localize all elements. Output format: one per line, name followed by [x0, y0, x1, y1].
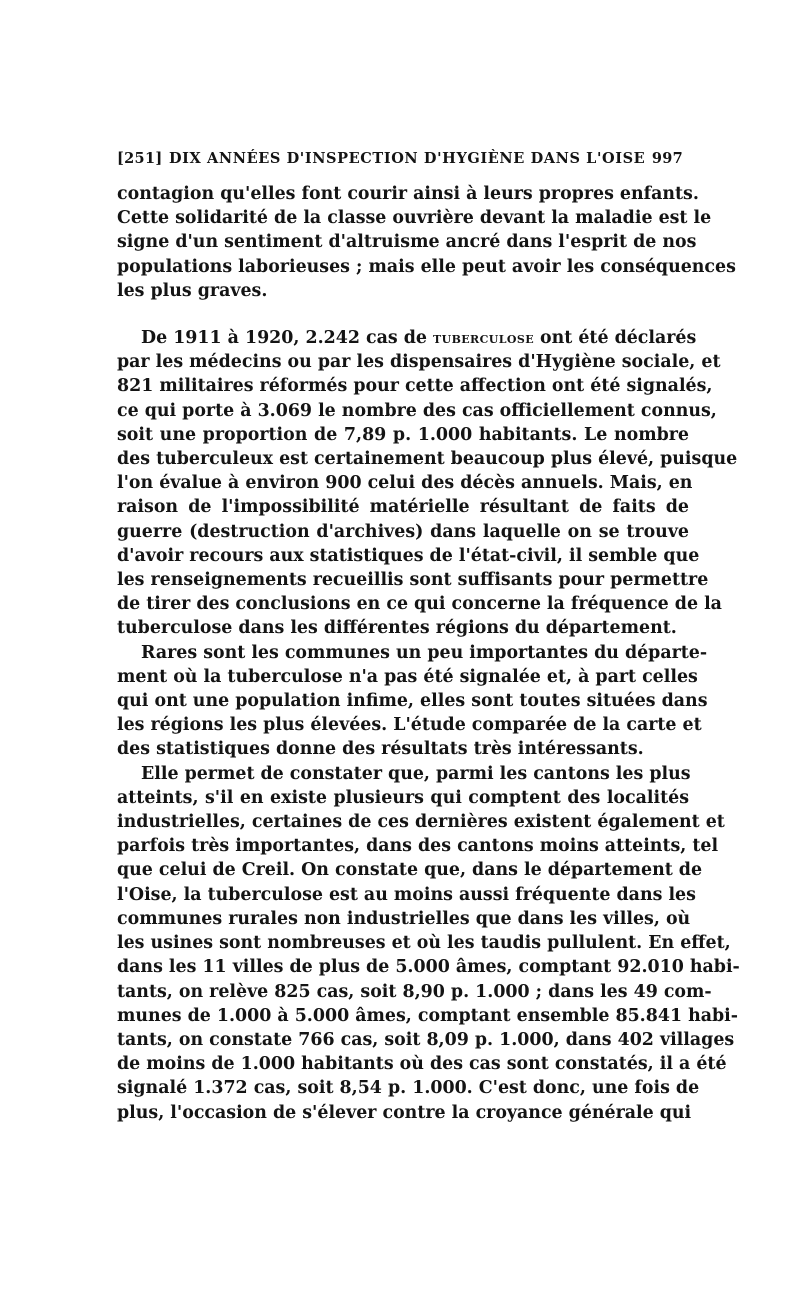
- text-line: les régions les plus élevées. L'étude comparée de la carte et: [117, 715, 702, 736]
- text-line: des tuberculeux est certainement beaucoup plus élevé, puisque: [117, 449, 738, 470]
- small-caps-term: tuberculose: [432, 329, 534, 348]
- text-line: industrielles, certaines de ces dernières existent également et: [117, 812, 725, 833]
- paragraph-3: [117, 641, 708, 762]
- text-line: les plus graves.: [117, 280, 268, 301]
- running-title: DIX ANNÉES D'INSPECTION D'HYGIÈNE DANS L'OISE: [168, 149, 646, 167]
- text-line: tants, on constate 766 cas, soit 8,09 p. 1.000, dans 402 villages: [117, 1029, 735, 1050]
- paragraph-4: [117, 762, 740, 1125]
- text-line: l'Oise, la tuberculose est au moins aussi fréquente dans les: [117, 884, 696, 905]
- text-line: Cette solidarité de la classe ouvrière devant la maladie est le: [117, 208, 712, 229]
- text-line: soit une proportion de 7,89 p. 1.000 habitants. Le nombre: [117, 424, 689, 445]
- text-line: contagion qu'elles font courir ainsi à leurs propres enfants.: [117, 184, 699, 204]
- text-line: par les médecins ou par les dispensaires d'Hygiène sociale, et: [117, 352, 721, 373]
- text-line: que celui de Creil. On constate que, dans le département de: [117, 860, 703, 881]
- text-run: ont été déclarés: [533, 328, 697, 349]
- text-line: de moins de 1.000 habitants où des cas sont constatés, il a été: [117, 1054, 727, 1075]
- running-header: [117, 146, 683, 170]
- text-line: munes de 1.000 à 5.000 âmes, comptant ensemble 85.841 habi-: [117, 1005, 738, 1026]
- text-line: [117, 326, 697, 350]
- text-line: plus, l'occasion de s'élever contre la croyance générale qui: [117, 1102, 692, 1123]
- text-line: atteints, s'il en existe plusieurs qui comptent des localités: [117, 787, 689, 808]
- text-line: Elle permet de constater que, parmi les cantons les plus: [141, 763, 691, 784]
- text-line: des statistiques donne des résultats très intéressants.: [117, 739, 644, 760]
- body-text: [117, 182, 740, 1125]
- text-line: signe d'un sentiment d'altruisme ancré dans l'esprit de nos: [117, 232, 697, 253]
- text-line: les renseignements recueillis sont suffisants pour permettre: [117, 570, 709, 591]
- text-line: tuberculose dans les différentes régions du département.: [117, 618, 677, 639]
- text-line: parfois très importantes, dans des cantons moins atteints, tel: [117, 836, 719, 857]
- text-line: signalé 1.372 cas, soit 8,54 p. 1.000. C'est donc, une fois de: [117, 1078, 700, 1099]
- text-line: populations laborieuses ; mais elle peut avoir les conséquences: [117, 256, 736, 277]
- page-number: 997: [651, 149, 683, 167]
- text-line: d'avoir recours aux statistiques de l'état-civil, il semble que: [117, 545, 700, 566]
- paragraph-2: [117, 326, 738, 641]
- page-reference: [251]: [117, 149, 163, 167]
- text-line: dans les 11 villes de plus de 5.000 âmes, comptant 92.010 habi-: [117, 957, 740, 978]
- text-line: de tirer des conclusions en ce qui concerne la fréquence de la: [117, 594, 722, 615]
- text-line: raison de l'impossibilité matérielle résultant de faits de: [117, 497, 689, 518]
- text-line: tants, on relève 825 cas, soit 8,90 p. 1.000 ; dans les 49 com-: [117, 981, 712, 1002]
- paragraph-1: [117, 182, 736, 303]
- text-line: les usines sont nombreuses et où les taudis pullulent. En effet,: [117, 933, 731, 954]
- text-line: guerre (destruction d'archives) dans laquelle on se trouve: [117, 521, 689, 542]
- text-line: 821 militaires réformés pour cette affection ont été signalés,: [117, 376, 713, 397]
- text-line: communes rurales non industrielles que dans les villes, où: [117, 908, 691, 929]
- text-line: l'on évalue à environ 900 celui des décès annuels. Mais, en: [117, 473, 693, 494]
- text-line: ment où la tuberculose n'a pas été signalée et, à part celles: [117, 666, 698, 687]
- text-line: Rares sont les communes un peu importantes du départe-: [141, 642, 708, 663]
- text-run: De 1911 à 1920, 2.242 cas de: [141, 328, 433, 349]
- text-line: ce qui porte à 3.069 le nombre des cas officiellement connus,: [117, 400, 717, 421]
- text-line: qui ont une population infime, elles sont toutes situées dans: [117, 691, 708, 712]
